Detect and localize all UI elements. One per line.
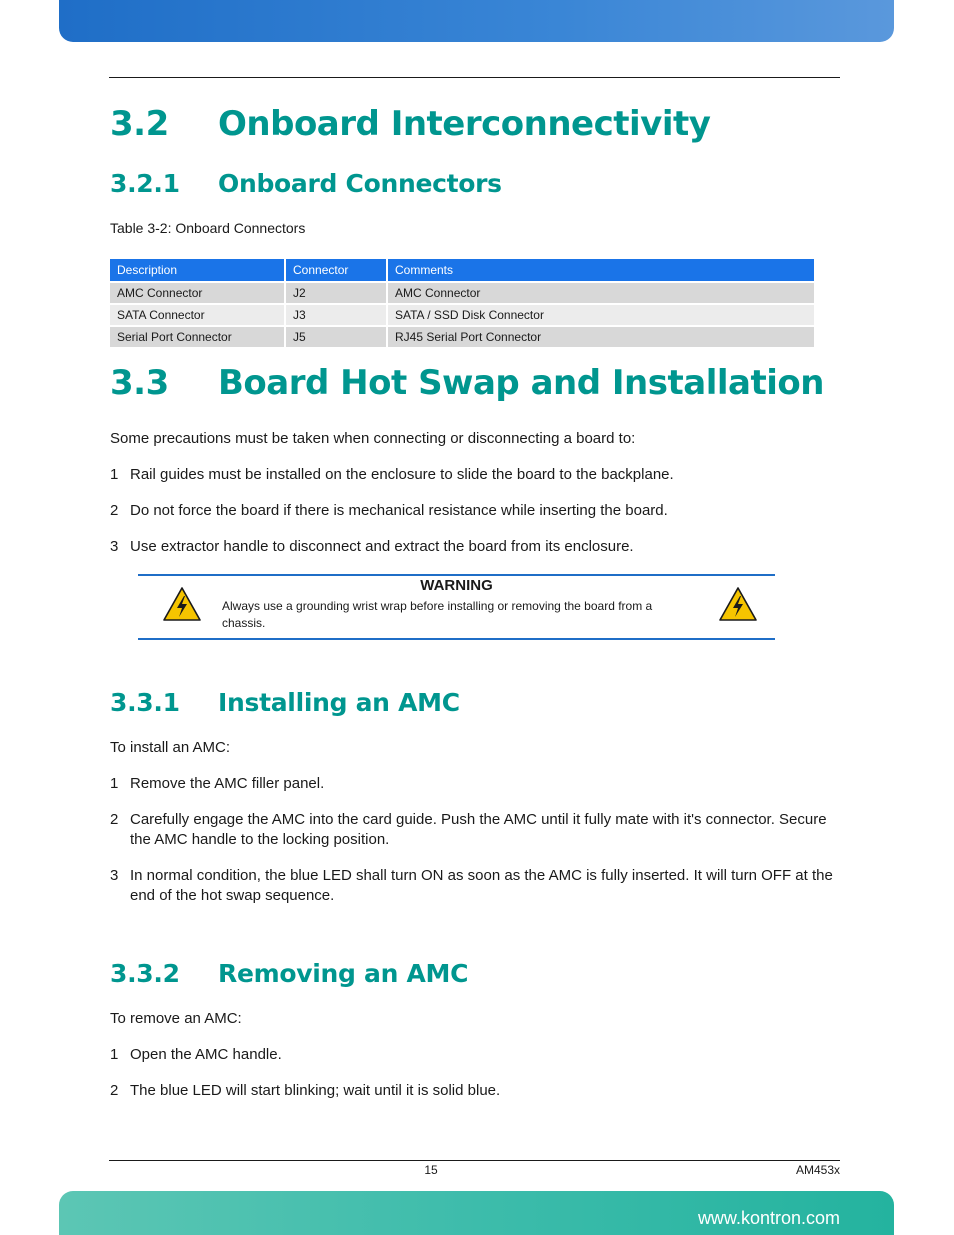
list-number: 3	[110, 867, 119, 884]
section-title: Onboard Connectors	[218, 169, 502, 198]
footer-rule	[109, 1160, 840, 1161]
section-3-2-heading	[110, 104, 710, 144]
header-rule	[109, 77, 840, 78]
list-text: The blue LED will start blinking; wait until it is solid blue.	[130, 1082, 501, 1099]
section-number: 3.3	[110, 363, 169, 403]
list-text: Open the AMC handle.	[130, 1046, 282, 1063]
section-intro: To install an AMC:	[110, 739, 231, 756]
section-3-3-heading	[110, 363, 824, 403]
table-header-row	[110, 259, 814, 281]
document-id: AM453x	[795, 1163, 840, 1177]
warning-box	[138, 574, 775, 640]
list-number: 2	[110, 811, 119, 828]
table-row	[110, 283, 814, 303]
section-3-3-1-heading	[110, 688, 460, 717]
section-title: Board Hot Swap and Installation	[218, 363, 824, 403]
electrical-hazard-icon	[718, 586, 758, 622]
page-number: 15	[424, 1163, 438, 1177]
section-intro: To remove an AMC:	[110, 1010, 242, 1027]
list-number: 2	[110, 1082, 119, 1099]
list-item	[110, 866, 840, 906]
section-number: 3.2	[110, 104, 169, 144]
table-cell: J3	[286, 305, 388, 325]
table-cell: AMC Connector	[388, 283, 814, 303]
list-text: Use extractor handle to disconnect and extract the board from its enclosure.	[130, 538, 634, 555]
section-3-2-1-heading	[110, 169, 502, 198]
table-cell: AMC Connector	[110, 283, 286, 303]
list-number: 1	[110, 466, 119, 483]
table-row	[110, 305, 814, 325]
list-item	[110, 537, 840, 557]
section-number: 3.3.2	[110, 959, 180, 988]
table-cell: J5	[286, 327, 388, 347]
list-number: 3	[110, 538, 119, 555]
table-cell: SATA / SSD Disk Connector	[388, 305, 814, 325]
table-cell: J2	[286, 283, 388, 303]
column-header-description: Description	[110, 259, 286, 281]
website-link[interactable]: www.kontron.com	[697, 1208, 840, 1228]
column-header-comments: Comments	[388, 259, 814, 281]
section-intro: Some precautions must be taken when connecting or disconnecting a board to:	[110, 430, 636, 447]
warning-text: Always use a grounding wrist wrap before installing or removing the board from a chassis.	[222, 599, 653, 630]
table-cell: Serial Port Connector	[110, 327, 286, 347]
list-number: 1	[110, 1046, 119, 1063]
list-item	[110, 465, 840, 485]
warning-title: WARNING	[420, 577, 493, 594]
list-number: 2	[110, 502, 119, 519]
list-item	[110, 1045, 840, 1065]
list-text: In normal condition, the blue LED shall turn ON as soon as the AMC is fully inserted. It will turn OFF at the end of the hot swap sequence.	[130, 867, 833, 904]
section-title: Removing an AMC	[218, 959, 469, 988]
list-item	[110, 1081, 840, 1101]
list-item	[110, 810, 840, 850]
section-title: Installing an AMC	[218, 688, 460, 717]
list-item	[110, 501, 840, 521]
list-number: 1	[110, 775, 119, 792]
list-text: Carefully engage the AMC into the card guide. Push the AMC until it fully mate with it's connector. Secure the AMC handle to the locking position.	[130, 811, 827, 848]
list-text: Remove the AMC filler panel.	[130, 775, 325, 792]
list-text: Rail guides must be installed on the enclosure to slide the board to the backplane.	[130, 466, 674, 483]
table-caption: Table 3-2: Onboard Connectors	[110, 220, 306, 236]
table-row	[110, 327, 814, 347]
top-banner	[59, 0, 894, 42]
list-item	[110, 774, 840, 794]
list-text: Do not force the board if there is mechanical resistance while inserting the board.	[130, 502, 668, 519]
table-cell: SATA Connector	[110, 305, 286, 325]
bottom-banner	[59, 1191, 894, 1235]
section-title: Onboard Interconnectivity	[218, 104, 711, 144]
section-3-3-2-heading	[110, 959, 468, 988]
section-number: 3.2.1	[110, 169, 180, 198]
table-cell: RJ45 Serial Port Connector	[388, 327, 814, 347]
column-header-connector: Connector	[286, 259, 388, 281]
section-number: 3.3.1	[110, 688, 180, 717]
onboard-connectors-table	[110, 257, 814, 349]
